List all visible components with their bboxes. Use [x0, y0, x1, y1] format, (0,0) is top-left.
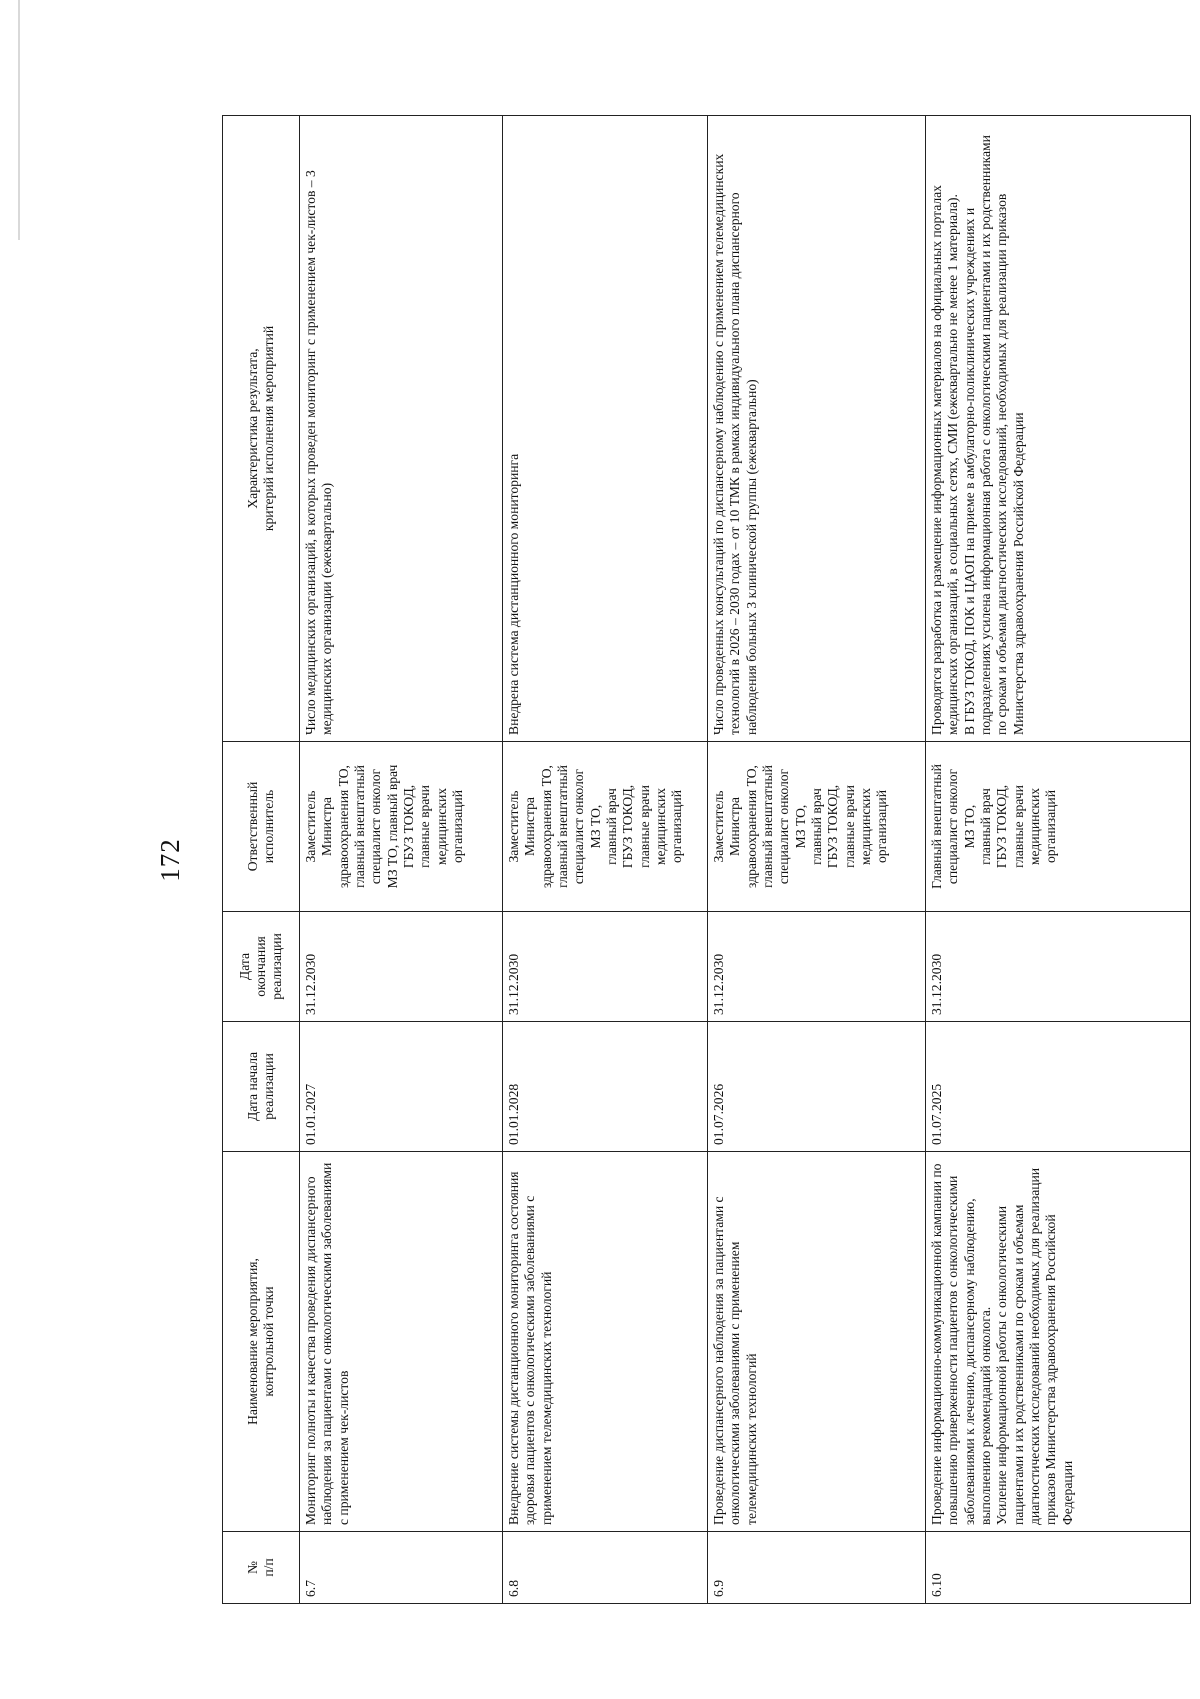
row-responsible: Главный внештатный специалист онколог МЗ ТО, главный врач ГБУЗ ТОКОД, главные врачи медицинских организаций [926, 742, 1191, 912]
header-result: Характеристика результата, критерий исполнения мероприятий [223, 116, 300, 742]
row-number: 6.10 [926, 1532, 1191, 1604]
header-responsible: Ответственный исполнитель [223, 742, 300, 912]
table-row [503, 116, 708, 1604]
table-row [300, 116, 503, 1604]
page-number: 172 [154, 838, 185, 882]
row-number: 6.8 [503, 1532, 708, 1604]
row-name: Мониторинг полноты и качества проведения диспансерного наблюдения за пациентами с онкологическими заболеваниями с применением чек-листов [300, 1152, 503, 1532]
table-row [708, 116, 926, 1604]
row-end-date: 31.12.2030 [926, 912, 1191, 1022]
row-name: Внедрение системы дистанционного мониторинга состояния здоровья пациентов с онкологическими заболеваниями с применением телемедицинских технологий [503, 1152, 708, 1532]
row-number: 6.7 [300, 1532, 503, 1604]
row-responsible: Заместитель Министра здравоохранения ТО, главный внештатный специалист онколог МЗ ТО, главный врач ГБУЗ ТОКОД, главные врачи медицинских организаций [300, 742, 503, 912]
row-start-date: 01.07.2025 [926, 1022, 1191, 1152]
row-result: Число медицинских организаций, в которых проведен мониторинг с применением чек-листов – 3 медицинских организации (ежеквартально) [300, 116, 503, 742]
row-end-date: 31.12.2030 [503, 912, 708, 1022]
row-result: Число проведенных консультаций по диспансерному наблюдению с применением телемедицинских технологий в 2026 – 2030 годах – от 10 ТМК в рамках индивидуального плана диспансерного наблюдения больных 3 клинической группы (ежеквартально) [708, 116, 926, 742]
header-start-date: Дата начала реализации [223, 1022, 300, 1152]
row-end-date: 31.12.2030 [300, 912, 503, 1022]
row-name: Проведение диспансерного наблюдения за пациентами с онкологическими заболеваниями с применением телемедицинских технологий [708, 1152, 926, 1532]
header-number: № п/п [223, 1532, 300, 1604]
row-name: Проведение информационно-коммуникационной кампании по повышению приверженности пациентов с онкологическими заболеваниями к лечению, диспансерному наблюдению, выполнению рекомендаций онколога. Усиление информационной работы с онкологическими пациентами и их родственниками по срокам и объемам диагностических исследований необходимых для реализации приказов Министерства здравоохранения Российской Федерации [926, 1152, 1191, 1532]
table-header-row [223, 116, 300, 1604]
rotated-page [140, 116, 1200, 1604]
row-result: Проводятся разработка и размещение информационных материалов на официальных порталах медицинских организаций, в социальных сетях, СМИ (ежеквартально не менее 1 материала). В ГБУЗ ТОКОД, ПОК и ЦАОП на приеме в амбулаторно-поликлинических учреждениях и подразделениях усилена информационная работа с онкологическими пациентами и их родственниками по срокам и объемам диагностических исследований, необходимых для реализации приказов Министерства здравоохранения Российской Федерации [926, 116, 1191, 742]
row-start-date: 01.01.2027 [300, 1022, 503, 1152]
action-plan-table [222, 115, 1191, 1604]
row-responsible: Заместитель Министра здравоохранения ТО, главный внештатный специалист онколог МЗ ТО, главный врач ГБУЗ ТОКОД, главные врачи медицинских организаций [503, 742, 708, 912]
table-row [926, 116, 1191, 1604]
header-end-date: Дата окончания реализации [223, 912, 300, 1022]
row-end-date: 31.12.2030 [708, 912, 926, 1022]
page-crease-shadow [18, 0, 20, 240]
header-name: Наименование мероприятия, контрольной точки [223, 1152, 300, 1532]
row-number: 6.9 [708, 1532, 926, 1604]
row-start-date: 01.01.2028 [503, 1022, 708, 1152]
row-start-date: 01.07.2026 [708, 1022, 926, 1152]
row-responsible: Заместитель Министра здравоохранения ТО, главный внештатный специалист онколог МЗ ТО, главный врач ГБУЗ ТОКОД, главные врачи медицинских организаций [708, 742, 926, 912]
row-result: Внедрена система дистанционного мониторинга [503, 116, 708, 742]
